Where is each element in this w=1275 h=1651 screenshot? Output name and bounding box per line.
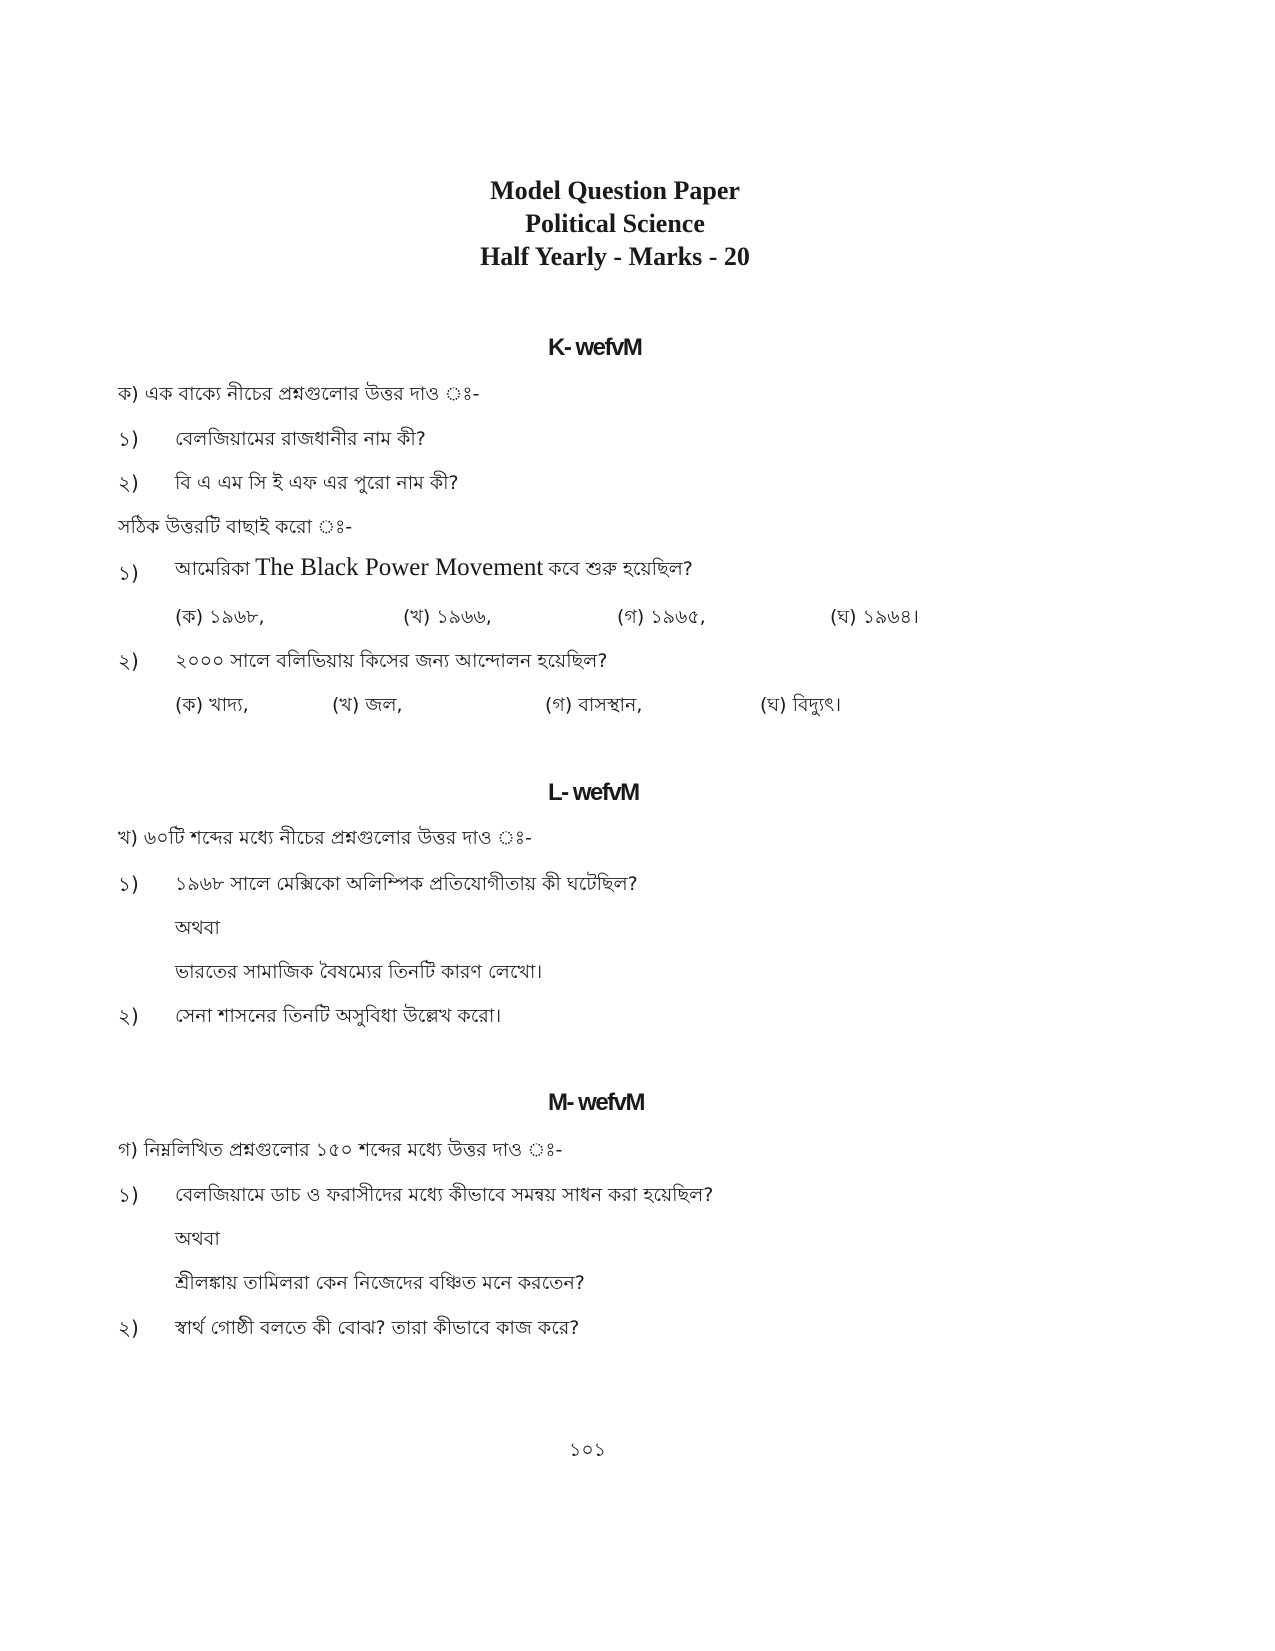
question-number: ২) — [118, 1004, 139, 1028]
option-ka: (ক) খাদ্য, — [175, 694, 249, 716]
option-gha: (ঘ) বিদ্যুৎ। — [760, 694, 842, 716]
question-text-english: The Black Power Movement — [255, 554, 544, 581]
question-text: স্বার্থ গোষ্ঠী বলতে কী বোঝ? তারা কীভাবে কাজ করে? — [175, 1317, 580, 1339]
question-number: ২) — [118, 471, 139, 495]
exam-type-title: Half Yearly - Marks - 20 — [480, 242, 750, 271]
section-c-heading: M- wefvM — [548, 1089, 644, 1116]
option-kha: (খ) ১৯৬৬, — [403, 606, 492, 628]
question-text-bengali-suffix: কবে শুরু হয়েছিল? — [548, 558, 693, 580]
option-ka: (ক) ১৯৬৮, — [175, 606, 265, 628]
or-separator: অথবা — [175, 917, 220, 939]
paper-title: Model Question Paper — [490, 176, 740, 205]
or-separator: অথবা — [175, 1228, 220, 1250]
section-b-heading: L- wefvM — [548, 779, 639, 806]
question-text-alternative: ভারতের সামাজিক বৈষম্যের তিনটি কারণ লেখো। — [175, 961, 543, 983]
option-gha: (ঘ) ১৯৬৪। — [830, 606, 919, 628]
question-number: ২) — [118, 1316, 139, 1340]
subject-title: Political Science — [525, 209, 705, 238]
question-text: বেলজিয়ামের রাজধানীর নাম কী? — [175, 428, 426, 450]
question-number: ১) — [118, 561, 139, 585]
section-c-instruction: গ) নিম্নলিখিত প্রশ্নগুলোর ১৫০ শব্দের মধ্যে উত্তর দাও ঃ- — [118, 1139, 563, 1161]
option-ga: (গ) ১৯৬৫, — [617, 606, 706, 628]
section-a-instruction-2: সঠিক উত্তরটি বাছাই করো ঃ- — [118, 516, 353, 538]
question-number: ১) — [118, 1183, 139, 1207]
section-b-instruction: খ) ৬০টি শব্দের মধ্যে নীচের প্রশ্নগুলোর উত্তর দাও ঃ- — [118, 827, 532, 849]
question-text: ২০০০ সালে বলিভিয়ায় কিসের জন্য আন্দোলন হয়েছিল? — [175, 650, 608, 672]
section-a-instruction-1: ক) এক বাক্যে নীচের প্রশ্নগুলোর উত্তর দাও ঃ- — [118, 383, 480, 405]
question-text: ১৯৬৮ সালে মেক্সিকো অলিম্পিক প্রতিযোগীতায় কী ঘটেছিল? — [175, 873, 638, 895]
question-text — [175, 554, 693, 587]
question-text: বি এ এম সি ই এফ এর পুরো নাম কী? — [175, 472, 459, 494]
question-text-bengali-prefix: আমেরিকা — [175, 558, 251, 580]
option-ga: (গ) বাসস্থান, — [545, 694, 643, 716]
option-kha: (খ) জল, — [332, 694, 403, 716]
question-number: ১) — [118, 872, 139, 896]
question-number: ১) — [118, 427, 139, 451]
question-number: ২) — [118, 649, 139, 673]
question-text-alternative: শ্রীলঙ্কায় তামিলরা কেন নিজেদের বঞ্চিত মনে করতেন? — [175, 1272, 585, 1294]
question-text: বেলজিয়ামে ডাচ ও ফরাসীদের মধ্যে কীভাবে সমন্বয় সাধন করা হয়েছিল? — [175, 1184, 714, 1206]
question-text: সেনা শাসনের তিনটি অসুবিধা উল্লেখ করো। — [175, 1005, 502, 1027]
page-number: ১০১ — [569, 1439, 607, 1461]
section-a-heading: K- wefvM — [548, 334, 642, 361]
